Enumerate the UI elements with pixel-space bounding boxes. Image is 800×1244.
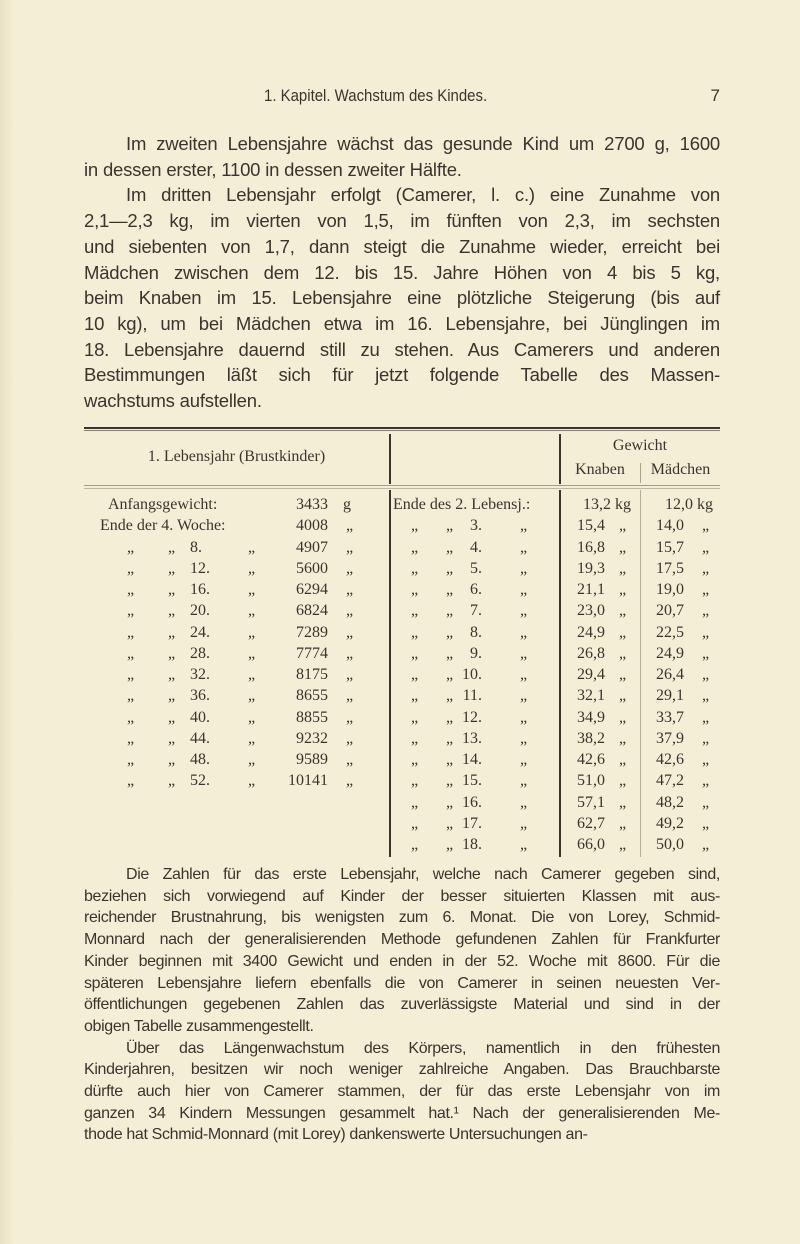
- ditto-mark: „: [446, 666, 454, 683]
- ditto-mark: „: [520, 751, 528, 768]
- text-line: in dessen erster, 1100 in dessen zweiter Hälfte.: [84, 158, 462, 180]
- text-line: Mädchen zwischen dem 12. bis 15. Jahre Höhen von 4 bis 5 kg,: [84, 261, 720, 283]
- ditto-mark: „: [248, 687, 256, 705]
- column-divider: [640, 490, 641, 857]
- ditto-mark: „: [446, 602, 454, 620]
- ditto-mark: „: [702, 751, 710, 768]
- ditto-mark: „: [168, 623, 176, 641]
- ditto-mark: „: [619, 581, 627, 598]
- weight-grams: 5600: [296, 559, 328, 577]
- ditto-mark: „: [446, 644, 454, 662]
- ditto-mark: „: [411, 814, 419, 832]
- year-number: 10.: [462, 666, 482, 683]
- ditto-mark: „: [411, 538, 419, 556]
- ditto-mark: „: [411, 708, 419, 726]
- ditto-mark: „: [248, 581, 256, 598]
- year-number: 16.: [462, 793, 482, 811]
- ditto-mark: „: [520, 836, 528, 853]
- ditto-mark: „: [411, 687, 419, 705]
- page-number: 7: [710, 86, 720, 105]
- boys-weight: 23,0: [577, 602, 605, 620]
- year-number: 5.: [470, 559, 482, 577]
- ditto-mark: „: [619, 559, 627, 577]
- ditto-mark: „: [702, 814, 710, 832]
- ditto-mark: „: [168, 538, 176, 556]
- ditto-mark: „: [411, 666, 419, 683]
- ditto-mark: „: [346, 623, 354, 641]
- ditto-mark: „: [446, 814, 454, 832]
- boys-weight: 62,7: [577, 814, 605, 832]
- table-top-rule: [84, 427, 720, 429]
- ditto-mark: „: [702, 559, 710, 577]
- weight-grams: 9232: [296, 729, 328, 747]
- ditto-mark: „: [446, 836, 454, 853]
- girls-weight: 19,0: [656, 581, 684, 598]
- row-label: Ende der 4. Woche:: [100, 517, 226, 535]
- chapter-title: 1. Kapitel. Wachstum des Kindes.: [264, 86, 488, 105]
- ditto-mark: „: [168, 602, 176, 620]
- ditto-mark: „: [702, 602, 710, 620]
- year-number: 8.: [470, 623, 482, 641]
- text-line: thode hat Schmid-Monnard (mit Lorey) dankenswerte Untersuchungen an-: [84, 1126, 588, 1144]
- ditto-mark: „: [248, 602, 256, 620]
- year-number: 14.: [462, 751, 482, 768]
- girls-weight: 50,0: [656, 836, 684, 853]
- ditto-mark: „: [619, 687, 627, 705]
- ditto-mark: „: [446, 559, 454, 577]
- ditto-mark: „: [702, 538, 710, 556]
- row-label: Anfangsgewicht:: [108, 496, 218, 513]
- ditto-mark: „: [446, 538, 454, 556]
- ditto-mark: „: [411, 602, 419, 620]
- year-number: 11.: [462, 687, 482, 705]
- ditto-mark: „: [248, 538, 256, 556]
- boys-weight: 24,9: [577, 623, 605, 641]
- ditto-mark: „: [702, 708, 710, 726]
- text-line: obigen Tabelle zusammengestellt.: [84, 1017, 314, 1035]
- ditto-mark: „: [168, 687, 176, 705]
- ditto-mark: „: [446, 751, 454, 768]
- ditto-mark: „: [411, 644, 419, 662]
- ditto-mark: „: [168, 666, 176, 683]
- ditto-mark: „: [446, 772, 454, 790]
- ditto-mark: „: [346, 772, 354, 790]
- ditto-mark: „: [411, 729, 419, 747]
- ditto-mark: „: [446, 687, 454, 705]
- boys-weight: 42,6: [577, 751, 605, 768]
- ditto-mark: „: [520, 687, 528, 705]
- ditto-mark: „: [520, 581, 528, 598]
- boys-weight: 51,0: [577, 772, 605, 790]
- text-line: späteren Lebensjahre liefern ebenfalls die von Camerer in seinen neuesten Ver-: [84, 974, 720, 992]
- girls-weight: 20,7: [656, 602, 684, 620]
- ditto-mark: „: [446, 581, 454, 598]
- ditto-mark: „: [619, 623, 627, 641]
- boys-weight: 32,1: [577, 687, 605, 705]
- ditto-mark: „: [248, 772, 256, 790]
- weight-grams: 8175: [296, 666, 328, 683]
- weight-grams: 8855: [296, 708, 328, 726]
- ditto-mark: „: [411, 517, 419, 535]
- ditto-mark: „: [520, 729, 528, 747]
- ditto-mark: „: [702, 581, 710, 598]
- boys-weight: 16,8: [577, 538, 605, 556]
- weight-grams: 8655: [296, 687, 328, 705]
- ditto-mark: „: [520, 602, 528, 620]
- ditto-mark: „: [248, 644, 256, 662]
- ditto-mark: „: [346, 559, 354, 577]
- text-line: Im dritten Lebensjahr erfolgt (Camerer, l. c.) eine Zunahme von: [126, 184, 720, 206]
- year-number: 4.: [470, 538, 482, 556]
- text-line: beziehen sich vorwiegend auf Kinder der besser situierten Klassen mit aus-: [84, 887, 720, 905]
- ditto-mark: „: [520, 708, 528, 726]
- ditto-mark: „: [346, 538, 354, 556]
- girls-weight: 12,0 kg: [665, 496, 713, 513]
- boys-weight: 57,1: [577, 793, 605, 811]
- girls-weight: 47,2: [656, 772, 684, 790]
- table-top-rule-thin: [84, 430, 720, 431]
- boys-weight: 19,3: [577, 559, 605, 577]
- ditto-mark: „: [168, 729, 176, 747]
- year-number: 15.: [462, 772, 482, 790]
- girls-weight: 49,2: [656, 814, 684, 832]
- ditto-mark: „: [411, 772, 419, 790]
- row-unit: „: [346, 517, 354, 535]
- text-line: Die Zahlen für das erste Lebensjahr, welche nach Camerer gegeben sind,: [126, 866, 720, 883]
- ditto-mark: „: [127, 581, 135, 598]
- text-line: und siebenten von 1,7, dann steigt die Zunahme wieder, erreicht bei: [84, 235, 720, 257]
- weight-grams: 10141: [288, 772, 328, 790]
- girls-weight: 22,5: [656, 623, 684, 641]
- boys-weight: 26,8: [577, 644, 605, 662]
- ditto-mark: „: [619, 772, 627, 790]
- ditto-mark: „: [248, 666, 256, 683]
- text-line: Monnard nach der generalisierenden Methode gefundenen Zahlen für Frankfurter: [84, 931, 720, 949]
- ditto-mark: „: [346, 666, 354, 683]
- header-weight: Gewicht: [612, 437, 668, 454]
- girls-weight: 26,4: [656, 666, 684, 683]
- ditto-mark: „: [346, 687, 354, 705]
- week-number: 48.: [190, 751, 210, 768]
- text-line: 18. Lebensjahre dauernd still zu stehen. Aus Camerers und anderen: [84, 338, 720, 360]
- ditto-mark: „: [168, 772, 176, 790]
- ditto-mark: „: [446, 793, 454, 811]
- boys-weight: 21,1: [577, 581, 605, 598]
- column-divider: [389, 490, 391, 857]
- weight-grams: 7774: [296, 644, 328, 662]
- year-number: 3.: [470, 517, 482, 535]
- week-number: 16.: [190, 581, 210, 598]
- ditto-mark: „: [248, 623, 256, 641]
- week-number: 12.: [190, 559, 210, 577]
- column-divider: [389, 434, 391, 484]
- ditto-mark: „: [127, 559, 135, 577]
- ditto-mark: „: [520, 814, 528, 832]
- text-line: Kinder beginnen mit 3400 Gewicht und enden in der 52. Woche mit 8600. Für die: [84, 952, 720, 970]
- ditto-mark: „: [619, 729, 627, 747]
- text-line: 10 kg), um bei Mädchen etwa im 16. Lebensjahre, bei Jünglingen im: [84, 312, 720, 334]
- header-first-year: 1. Lebensjahr (Brustkinder): [147, 448, 326, 465]
- year-number: 18.: [462, 836, 482, 853]
- ditto-mark: „: [619, 793, 627, 811]
- text-line: öffentlichungen gegebenen Zahlen das zuverlässigste Material und sind in der: [84, 996, 720, 1014]
- ditto-mark: „: [346, 751, 354, 768]
- week-number: 40.: [190, 708, 210, 726]
- ditto-mark: „: [702, 687, 710, 705]
- week-number: 52.: [190, 772, 210, 790]
- row-value: 4008: [296, 517, 328, 535]
- text-line: wachstums aufstellen.: [84, 390, 262, 412]
- week-number: 20.: [190, 602, 210, 620]
- weight-grams: 4907: [296, 538, 328, 556]
- ditto-mark: „: [127, 666, 135, 683]
- ditto-mark: „: [248, 708, 256, 726]
- header-girls: Mädchen: [650, 461, 711, 478]
- ditto-mark: „: [619, 666, 627, 683]
- boys-weight: 29,4: [577, 666, 605, 683]
- text-line: 2,1—2,3 kg, im vierten von 1,5, im fünften von 2,3, im sechsten: [84, 210, 720, 232]
- year-number: 17.: [462, 814, 482, 832]
- running-header: [84, 86, 720, 110]
- text-line: Im zweiten Lebensjahre wächst das gesunde Kind um 2700 g, 1600: [126, 133, 720, 154]
- week-number: 8.: [190, 538, 202, 556]
- ditto-mark: „: [248, 729, 256, 747]
- ditto-mark: „: [127, 708, 135, 726]
- ditto-mark: „: [619, 602, 627, 620]
- ditto-mark: „: [446, 517, 454, 535]
- paragraph-discussion: [84, 864, 720, 1146]
- text-line: ganzen 34 Kindern Messungen gesammelt hat.¹ Nach der generalisierenden Me-: [84, 1104, 720, 1122]
- ditto-mark: „: [702, 666, 710, 683]
- ditto-mark: „: [127, 644, 135, 662]
- ditto-mark: „: [520, 538, 528, 556]
- girls-weight: 24,9: [656, 644, 684, 662]
- text-line: dürfte auch hier von Camerer stammen, der für das erste Lebensjahr von im: [84, 1083, 720, 1101]
- ditto-mark: „: [248, 559, 256, 577]
- paragraph-intro: [84, 131, 720, 414]
- ditto-mark: „: [702, 729, 710, 747]
- ditto-mark: „: [520, 517, 528, 535]
- boys-weight: 34,9: [577, 708, 605, 726]
- ditto-mark: „: [411, 836, 419, 853]
- boys-weight: 13,2 kg: [583, 496, 631, 513]
- year-number: 12.: [462, 708, 482, 726]
- ditto-mark: „: [411, 751, 419, 768]
- ditto-mark: „: [411, 581, 419, 598]
- ditto-mark: „: [168, 581, 176, 598]
- year-number: 9.: [470, 644, 482, 662]
- girls-weight: 14,0: [656, 517, 684, 535]
- ditto-mark: „: [346, 708, 354, 726]
- ditto-mark: „: [127, 729, 135, 747]
- ditto-mark: „: [702, 836, 710, 853]
- week-number: 44.: [190, 729, 210, 747]
- ditto-mark: „: [619, 836, 627, 853]
- weight-grams: 6824: [296, 602, 328, 620]
- ditto-mark: „: [619, 517, 627, 535]
- girls-weight: 17,5: [656, 559, 684, 577]
- page-edge-shadow: [0, 0, 14, 1244]
- ditto-mark: „: [168, 708, 176, 726]
- ditto-mark: „: [702, 623, 710, 641]
- header-bottom-rule: [84, 485, 720, 486]
- ditto-mark: „: [619, 751, 627, 768]
- girls-weight: 48,2: [656, 793, 684, 811]
- week-number: 28.: [190, 644, 210, 662]
- ditto-mark: „: [446, 623, 454, 641]
- year-number: 6.: [470, 581, 482, 598]
- week-number: 32.: [190, 666, 210, 683]
- text-line: Bestimmungen läßt sich für jetzt folgende Tabelle des Massen-: [84, 364, 720, 386]
- boys-weight: 15,4: [577, 517, 605, 535]
- girls-weight: 33,7: [656, 708, 684, 726]
- ditto-mark: „: [248, 751, 256, 768]
- weight-grams: 6294: [296, 581, 328, 598]
- boys-weight: 38,2: [577, 729, 605, 747]
- header-bottom-rule-2: [84, 488, 720, 489]
- text-line: reichender Brustnahrung, bis wenigsten zum 6. Monat. Die von Lorey, Schmid-: [84, 909, 720, 927]
- ditto-mark: „: [520, 772, 528, 790]
- ditto-mark: „: [702, 793, 710, 811]
- ditto-mark: „: [346, 602, 354, 620]
- girls-weight: 37,9: [656, 729, 684, 747]
- weight-grams: 9589: [296, 751, 328, 768]
- ditto-mark: „: [127, 772, 135, 790]
- ditto-mark: „: [168, 751, 176, 768]
- row-value: 3433: [296, 496, 328, 513]
- ditto-mark: „: [619, 708, 627, 726]
- ditto-mark: „: [127, 538, 135, 556]
- text-line: beim Knaben im 15. Lebensjahre eine plötzliche Steigerung (bis auf: [84, 287, 720, 309]
- ditto-mark: „: [520, 793, 528, 811]
- text-line: Kinderjahren, besitzen wir noch weniger zahlreiche Angaben. Das Brauchbarste: [84, 1061, 720, 1079]
- ditto-mark: „: [346, 729, 354, 747]
- boys-weight: 66,0: [577, 836, 605, 853]
- ditto-mark: „: [446, 708, 454, 726]
- ditto-mark: „: [520, 666, 528, 683]
- weight-grams: 7289: [296, 623, 328, 641]
- girls-weight: 42,6: [656, 751, 684, 768]
- ditto-mark: „: [619, 814, 627, 832]
- girls-weight: 15,7: [656, 538, 684, 556]
- text-line: Über das Längenwachstum des Körpers, namentlich in den frühesten: [126, 1039, 720, 1057]
- ditto-mark: „: [127, 751, 135, 768]
- ditto-mark: „: [168, 644, 176, 662]
- ditto-mark: „: [168, 559, 176, 577]
- ditto-mark: „: [702, 644, 710, 662]
- girls-weight: 29,1: [656, 687, 684, 705]
- week-number: 36.: [190, 687, 210, 705]
- row-unit: g: [343, 496, 351, 513]
- row-label: Ende des 2. Lebensj.:: [393, 496, 531, 513]
- ditto-mark: „: [127, 602, 135, 620]
- ditto-mark: „: [411, 623, 419, 641]
- ditto-mark: „: [346, 644, 354, 662]
- ditto-mark: „: [619, 644, 627, 662]
- ditto-mark: „: [411, 793, 419, 811]
- ditto-mark: „: [446, 729, 454, 747]
- ditto-mark: „: [346, 581, 354, 598]
- ditto-mark: „: [127, 623, 135, 641]
- week-number: 24.: [190, 623, 210, 641]
- ditto-mark: „: [619, 538, 627, 556]
- ditto-mark: „: [127, 687, 135, 705]
- year-number: 7.: [470, 602, 482, 620]
- year-number: 13.: [462, 729, 482, 747]
- ditto-mark: „: [702, 772, 710, 790]
- ditto-mark: „: [520, 623, 528, 641]
- ditto-mark: „: [702, 517, 710, 535]
- ditto-mark: „: [520, 644, 528, 662]
- ditto-mark: „: [411, 559, 419, 577]
- ditto-mark: „: [520, 559, 528, 577]
- header-boys: Knaben: [575, 461, 625, 478]
